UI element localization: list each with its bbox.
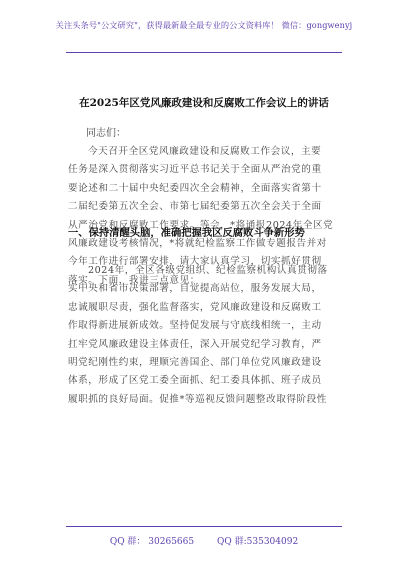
footer-divider xyxy=(66,526,342,527)
salutation: 同志们： xyxy=(86,128,126,139)
section-line: 2024年，全区各级党组织、纪检监察机构认真贯彻落 xyxy=(88,265,328,276)
section-line: 实中央和省市决策部署，自觉提高站位，服务发展大局， xyxy=(68,283,322,295)
section-line: 体系，形成了区党工委全面抓、纪工委具体抓、班子成员 xyxy=(68,375,322,387)
intro-line: 风廉政建设考核情况，*将就纪检监察工作做专题报告并对 xyxy=(68,237,327,249)
footer xyxy=(0,534,408,547)
section-line: 忠诚履职尽责，强化监督落实，党风廉政建设和反腐败工 xyxy=(68,301,322,313)
section-line: 明党纪刚性约束，理顺完善国企、部门单位党风廉政建设 xyxy=(68,356,322,368)
document-title: 在2025年区党风廉政建设和反腐败工作会议上的讲话 xyxy=(79,97,329,109)
section-line: 履职抓的良好局面。促推*等巡视反馈问题整改取得阶段性 xyxy=(68,393,327,405)
intro-line: 要论述和二十届中央纪委四次全会精神，全面落实省第十 xyxy=(68,182,322,194)
section-line: 作取得新进展新成效。坚持促发展与守底线相统一，主动 xyxy=(68,320,322,332)
intro-line: 从严治党和反腐败工作要求。等会，*将通报2024年全区党 xyxy=(68,219,334,231)
header-note: 关注头条号"公文研究"，获得最新最全最专业的公文资料库！ 微信：gongwenyj xyxy=(55,20,353,30)
section-paragraph xyxy=(68,262,340,409)
section-heading: 一、保持清醒头脑，准确把握我区反腐败斗争新形势 xyxy=(68,227,305,239)
footer-qq-group-2: QQ 群:535304092 xyxy=(216,537,299,547)
header-divider xyxy=(66,52,342,53)
intro-line: 今年工作进行部署安排，请大家认真学习，切实抓好贯彻 xyxy=(68,256,322,268)
footer-qq-group-1: QQ 群： 30265665 xyxy=(109,537,195,547)
intro-line: 今天召开全区党风廉政建设和反腐败工作会议，主要 xyxy=(88,146,322,157)
intro-line: 二届纪委第五次全会、市第七届纪委第五次全会关于全面 xyxy=(68,201,322,213)
section-line: 扛牢党风廉政建设主体责任，深入开展党纪学习教育，严 xyxy=(68,338,322,350)
intro-line: 落实。下面，我讲三点意见： xyxy=(68,274,200,286)
intro-line: 任务是深入贯彻落实习近平总书记关于全面从严治党的重 xyxy=(68,164,322,176)
